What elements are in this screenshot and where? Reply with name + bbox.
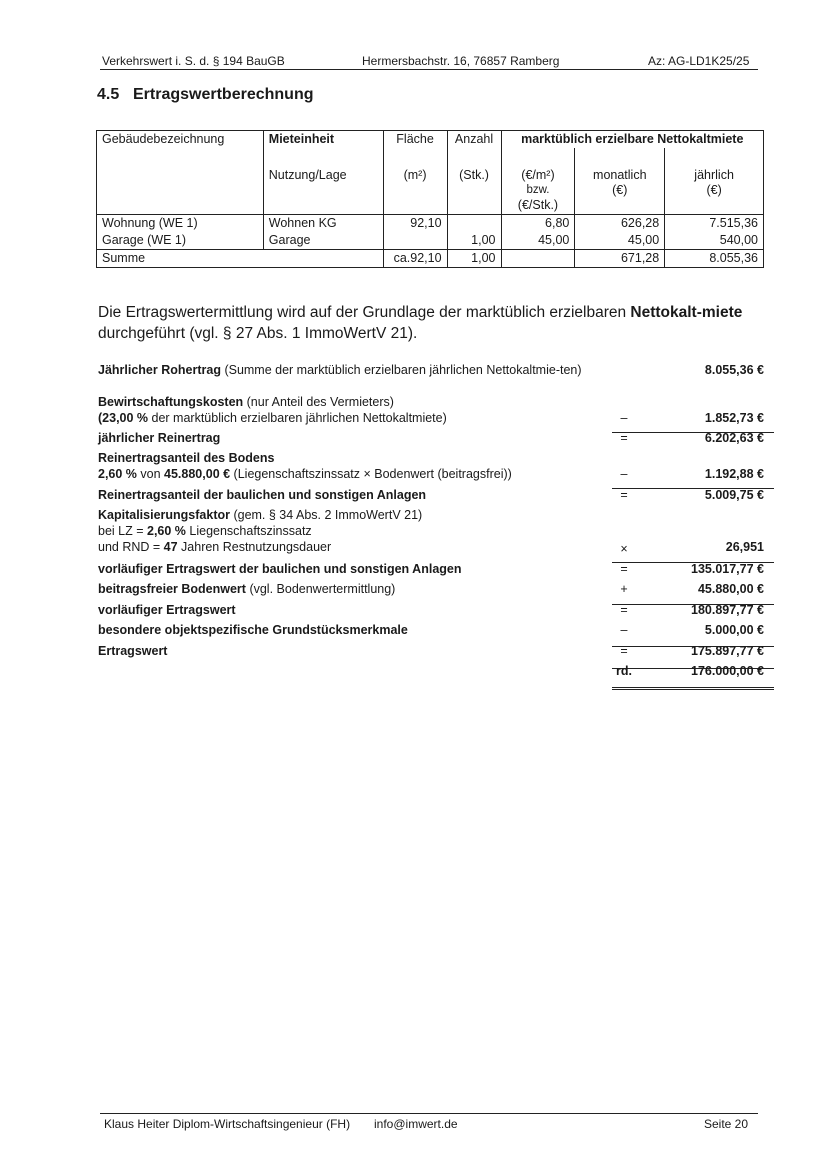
special-label: besondere objektspezifische Grundstücksmerkmale xyxy=(98,623,408,637)
gross-label: Jährlicher Rohertrag xyxy=(98,363,221,377)
cap-rnd-value: 47 xyxy=(163,540,178,554)
net-operator: = xyxy=(620,431,628,445)
footer-email: info@imwert.de xyxy=(374,1117,458,1131)
prelim-operator: = xyxy=(620,603,628,617)
cap-operator: × xyxy=(620,542,628,556)
land-mid: von xyxy=(136,467,165,481)
table-header-row xyxy=(97,131,764,149)
calc-row-rounded xyxy=(98,663,766,683)
landvalue-value: 45.880,00 € xyxy=(697,582,764,596)
intro-paragraph xyxy=(98,302,758,344)
table-subheader-row xyxy=(97,148,764,215)
costs-label: Bewirtschaftungskosten xyxy=(98,395,244,409)
sum-yearly: 8.055,36 xyxy=(665,250,764,268)
col-header-count-unit: (Stk.) xyxy=(447,148,501,215)
table-row xyxy=(97,215,764,233)
cell-rate: 6,80 xyxy=(501,215,575,233)
cap-lz-post: Liegenschaftszinssatz xyxy=(185,524,312,538)
col-header-monthly xyxy=(575,148,665,215)
calc-row-costs xyxy=(98,394,766,430)
prelim-label: vorläufiger Ertragswert xyxy=(98,603,236,617)
cap-rnd-pre: und RND = xyxy=(98,540,164,554)
sum-monthly: 671,28 xyxy=(575,250,665,268)
cell-monthly: 45,00 xyxy=(575,232,665,250)
table-row xyxy=(97,232,764,250)
final-label: Ertragswert xyxy=(98,644,168,658)
rounded-value: 176.000,00 € xyxy=(691,664,764,678)
yearly-label: jährlich xyxy=(694,168,734,182)
calc-row-land xyxy=(98,450,766,487)
net-value: 6.202,63 € xyxy=(704,431,764,445)
calc-row-net xyxy=(98,430,766,450)
section-number: 4.5 xyxy=(97,86,120,103)
building-label: Reinertragsanteil der baulichen und sonstigen Anlagen xyxy=(98,488,427,502)
land-base: 45.880,00 € xyxy=(164,467,231,481)
table-sum-row xyxy=(97,250,764,268)
cell-monthly: 626,28 xyxy=(575,215,665,233)
net-label: jährlicher Reinertrag xyxy=(98,431,221,445)
col-header-rate xyxy=(501,148,575,215)
intro-bold: Nettokalt-miete xyxy=(630,304,743,321)
gross-value: 8.055,36 € xyxy=(704,363,764,377)
land-rate: 2,60 % xyxy=(98,467,137,481)
costs-note: (nur Anteil des Vermieters) xyxy=(243,395,394,409)
calc-row-special xyxy=(98,622,766,643)
col-header-area: Fläche xyxy=(383,131,447,149)
final-operator: = xyxy=(620,644,628,658)
land-value: 1.192,88 € xyxy=(704,467,764,481)
landvalue-label: beitragsfreier Bodenwert xyxy=(98,582,246,596)
col-header-area-unit: (m²) xyxy=(383,148,447,215)
sum-count: 1,00 xyxy=(447,250,501,268)
cap-label: Kapitalisierungsfaktor xyxy=(98,508,230,522)
prelim-building-operator: = xyxy=(620,562,628,576)
page-number: Seite 20 xyxy=(704,1117,749,1131)
header-left: Verkehrswert i. S. d. § 194 BauGB xyxy=(102,54,285,68)
header-rule xyxy=(100,69,758,70)
costs-value: 1.852,73 € xyxy=(704,411,764,425)
cell-count: 1,00 xyxy=(447,232,501,250)
cell-area xyxy=(383,232,447,250)
cap-note: (gem. § 34 Abs. 2 ImmoWertV 21) xyxy=(229,508,423,522)
special-operator: – xyxy=(620,623,628,637)
cell-use: Wohnen KG xyxy=(263,215,383,233)
land-operator: – xyxy=(620,467,628,481)
col-header-building: Gebäudebezeichnung xyxy=(97,131,264,149)
final-value: 175.897,77 € xyxy=(691,644,764,658)
footer-author: Klaus Heiter Diplom-Wirtschaftsingenieur (FH) xyxy=(104,1117,351,1131)
monthly-label: monatlich xyxy=(593,168,647,182)
footer-rule xyxy=(100,1113,758,1114)
col-header-rent-group: marktüblich erzielbare Nettokaltmiete xyxy=(501,131,763,149)
costs-pct: (23,00 % xyxy=(98,411,149,425)
costs-pct-note: der marktüblich erzielbaren jährlichen Nettokaltmiete) xyxy=(148,411,447,425)
special-value: 5.000,00 € xyxy=(704,623,764,637)
cell-use: Garage xyxy=(263,232,383,250)
monthly-unit: (€) xyxy=(612,183,628,197)
calc-row-prelim-building xyxy=(98,561,766,581)
cap-rnd-post: Jahren Restnutzungsdauer xyxy=(177,540,332,554)
header-reference: Az: AG-LD1K25/25 xyxy=(648,54,750,68)
calc-row-landvalue xyxy=(98,581,766,602)
cell-yearly: 540,00 xyxy=(665,232,764,250)
calc-row-final xyxy=(98,643,766,663)
cell-rate: 45,00 xyxy=(501,232,575,250)
cell-area: 92,10 xyxy=(383,215,447,233)
section-title xyxy=(97,86,313,104)
landvalue-operator: + xyxy=(620,582,628,596)
rate-unit-line3: (€/Stk.) xyxy=(517,198,559,212)
calc-row-building xyxy=(98,487,766,507)
rate-unit-line1: (€/m²) xyxy=(521,168,555,182)
prelim-value: 180.897,77 € xyxy=(691,603,764,617)
yearly-unit: (€) xyxy=(706,183,722,197)
header-address: Hermersbachstr. 16, 76857 Ramberg xyxy=(362,54,560,68)
rate-unit-line2: bzw. xyxy=(526,184,550,196)
sum-label: Summe xyxy=(97,250,384,268)
landvalue-note: (vgl. Bodenwertermittlung) xyxy=(245,582,396,596)
double-rule xyxy=(612,687,774,690)
cell-yearly: 7.515,36 xyxy=(665,215,764,233)
calc-row-gross xyxy=(98,362,766,394)
rent-table xyxy=(96,130,764,268)
calc-row-capfactor xyxy=(98,507,766,561)
cell-building: Wohnung (WE 1) xyxy=(97,215,264,233)
col-header-yearly xyxy=(665,148,764,215)
intro-text-end: durchgeführt (vgl. § 27 Abs. 1 ImmoWertV 21). xyxy=(98,325,418,342)
sum-area: ca.92,10 xyxy=(383,250,447,268)
gross-note: (Summe der marktüblich erzielbaren jährlichen Nettokaltmie-ten) xyxy=(220,363,582,377)
rounded-operator: rd. xyxy=(616,664,632,678)
col-header-count: Anzahl xyxy=(447,131,501,149)
prelim-building-value: 135.017,77 € xyxy=(691,562,764,576)
col-header-use: Nutzung/Lage xyxy=(263,148,383,215)
building-value: 5.009,75 € xyxy=(704,488,764,502)
cap-value: 26,951 xyxy=(725,540,764,554)
land-label: Reinertragsanteil des Bodens xyxy=(98,451,275,465)
cap-lz-value: 2,60 % xyxy=(147,524,186,538)
intro-text: Die Ertragswertermittlung wird auf der Grundlage der marktüblich erzielbaren xyxy=(98,304,631,321)
cell-count xyxy=(447,215,501,233)
costs-operator: – xyxy=(620,411,628,425)
building-operator: = xyxy=(620,488,628,502)
prelim-building-label: vorläufiger Ertragswert der baulichen und sonstigen Anlagen xyxy=(98,562,462,576)
calc-row-prelim xyxy=(98,602,766,622)
cap-lz-pre: bei LZ = xyxy=(98,524,147,538)
land-note: (Liegenschaftszinssatz × Bodenwert (beitragsfrei)) xyxy=(230,467,512,481)
section-title-text: Ertragswertberechnung xyxy=(133,86,314,103)
cell-building: Garage (WE 1) xyxy=(97,232,264,250)
calculation-block xyxy=(98,362,766,683)
col-header-unit: Mieteinheit xyxy=(263,131,383,149)
